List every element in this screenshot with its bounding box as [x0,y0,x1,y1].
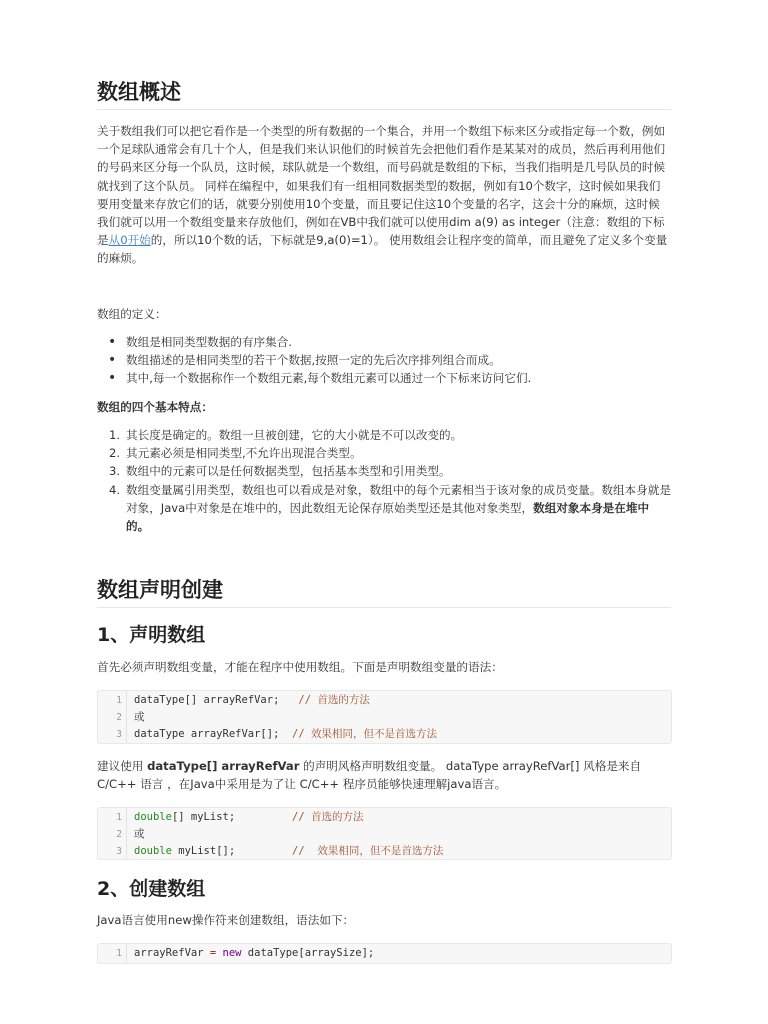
code-line: 1 dataType[] arrayRefVar; // 首选的方法 [116,694,370,706]
list-item: 2. 其元素必须是相同类型,不允许出现混合类型。 [109,446,362,461]
list-item: 1. 其长度是确定的。数组一旦被创建，它的大小就是不可以改变的。 [109,428,463,442]
code-line: 3 dataType arrayRefVar[]; // 效果相同，但不是首选方法 [116,728,438,740]
subsection-title-declare: 1、声明数组 [97,624,206,646]
code-line: 1 double[] myList; // 首选的方法 [116,811,364,823]
list-item: • 数组描述的是相同类型的若干个数据,按照一定的先后次序排列组合而成。 [97,351,671,369]
list-item: • 数组是相同类型数据的有序集合. [97,333,671,351]
features-list [97,426,671,535]
definition-label: 数组的定义： [97,307,167,321]
title-divider [97,109,671,110]
subsection-title-create: 2、创建数组 [97,878,206,900]
create-intro: Java语言使用new操作符来创建数组，语法如下： [97,913,355,927]
section-title-declare-create: 数组声明创建 [97,578,223,602]
code-line: 3 double myList[]; // 效果相同，但不是首选方法 [116,845,444,857]
features-label: 数组的四个基本特点： [97,400,213,414]
code-line: 1 arrayRefVar = new dataType[arraySize]; [116,947,375,959]
list-item: 3. 数组中的元素可以是任何数据类型，包括基本类型和引用类型。 [109,464,451,479]
code-line: 2 或 [116,828,145,840]
zero-index-link[interactable]: 从0开始 [108,233,151,248]
section-title-overview: 数组概述 [97,80,181,104]
list-item: • 其中,每一个数据称作一个数组元素,每个数组元素可以通过一个下标来访问它们. [97,369,671,387]
declare-style-note: 建议使用 dataType[] arrayRefVar 的声明风格声明数组变量。 dataType arrayRefVar[] 风格是来自 C/C++ 语言 ，在Java中采用是为了让 C/C++ 程序员能够快速理解java语言。 [97,759,642,792]
code-block-double-example[interactable] [97,807,672,860]
overview-paragraph: 关于数组我们可以把它看作是一个类型的所有数据的一个集合，并用一个数组下标来区分或指定每一个数，例如一个足球队通常会有几十个人，但是我们来认识他们的时候首先会把他们看作是某某对的成员，然后再利用他们的号码来区分每一个队员，这时候，球队就是一个数组，而号码就是数组的下标，当我们指明是几号队员的时候就找到了这个队员。 同样在编程中，如果我们有一组相同数据类型的数据，例如有10个数字，这时候如果我们要用变量来存放它们的话，就要分别使用10个变量，而且要记住这10个变量的名字，这会十分的麻烦，这时候我们就可以用一个数组变量来存放他们，例如在VB中我们就可以使用dim a(9) as integer（注意：数组的下标是从0开始的，所以10个数的话，下标就是9,a(0)=1）。 使用数组会让程序变的简单，而且避免了定义多个变量的麻烦。 [97,124,668,266]
title-divider [97,607,671,608]
list-item: 4. 数组变量属引用类型，数组也可以看成是对象，数组中的每个元素相当于该对象的成员变量。数组本身就是对象，Java中对象是在堆中的，因此数组无论保存原始类型还是其他对象类型，数组对象本身是在堆中的。 [109,482,671,534]
code-block-create[interactable] [97,943,672,964]
declare-intro: 首先必须声明数组变量，才能在程序中使用数组。下面是声明数组变量的语法： [97,660,503,674]
code-line: 2 或 [116,711,145,723]
definition-list [97,333,671,388]
code-block-declare[interactable] [97,690,672,744]
